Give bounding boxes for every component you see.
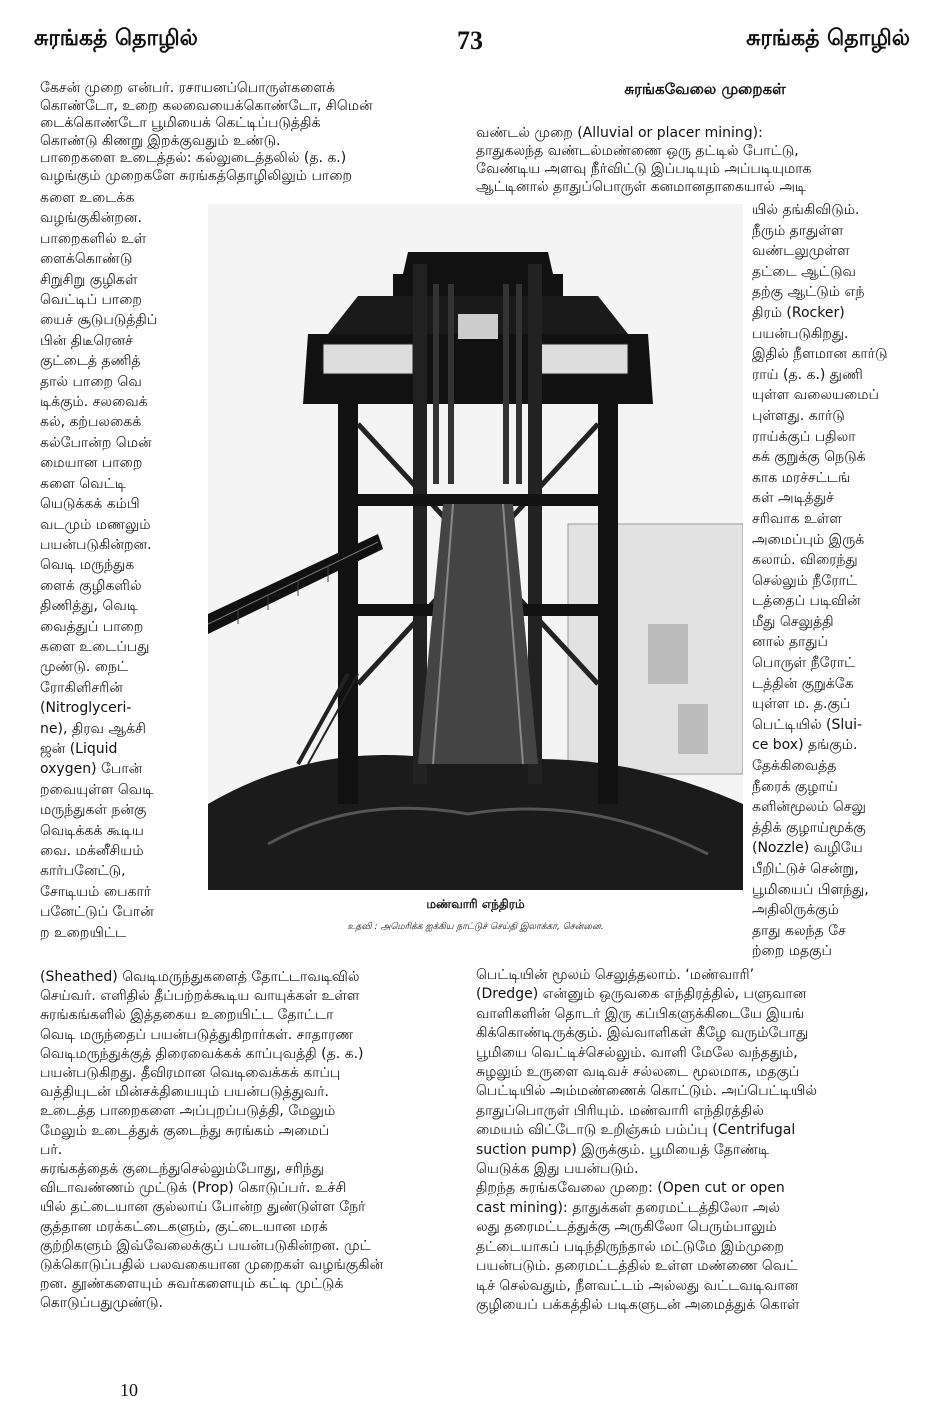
- text-line: திரம் (Rocker): [752, 304, 845, 321]
- text-line: பயன்படும். தரைமட்டத்தில் உள்ள மண்ணை வெட்: [476, 1258, 798, 1275]
- text-line: பாறைகளில் உள்: [40, 230, 147, 247]
- text-line: வெடி மருந்தைப் பயன்படுத்துகிறார்கள். சாதாரண: [40, 1026, 354, 1043]
- text-line: கொண்டு கிணறு இறக்குவதும் உண்டு.: [40, 132, 281, 149]
- text-line: பூமியைப் பிளந்து,: [752, 881, 869, 898]
- text-line: ராய் (த. க.) துணி: [752, 366, 863, 383]
- running-header-left: சுரங்கத் தொழில்: [34, 26, 198, 51]
- text-line: வண்டல் முறை (Alluvial or placer mining):: [476, 125, 763, 141]
- text-line: வடமும் மணலும்: [40, 516, 151, 533]
- text-line: சரிவாக உள்ள: [752, 510, 842, 527]
- text-line: தாதுப்பொருள் பிரியும். மண்வாரி எந்திரத்தில்: [476, 1102, 764, 1119]
- text-line: ஆட்டினால் தாதுப்பொருள் கனமானதாகையால் அடி: [476, 179, 807, 195]
- text-line: களை உடைப்பது: [40, 638, 150, 655]
- text-line: அதிலிருக்கும்: [752, 902, 839, 919]
- text-line: டிச் செல்வதும், நீளவட்டம் அல்லது வட்டவடிவான: [476, 1277, 799, 1294]
- text-line: குழியைப் பக்கத்தில் படிகளுடன் அமைத்துக் கொள்: [476, 1296, 800, 1313]
- text-line: குற்றிகளும் இவ்வேலைக்குப் பயன்படுகின்றன. முட்: [40, 1237, 371, 1254]
- text-line: யுள்ள ம. த.குப்: [752, 696, 851, 713]
- text-line: சுரங்கங்களில் இத்தகைய உறையிட்ட தோட்டா: [40, 1007, 334, 1024]
- text-line: இதில் நீளமான கார்டு: [752, 346, 888, 363]
- text-line: களை வெட்டி: [40, 475, 126, 492]
- text-line: மேலும் உடைத்துக் குடைந்து சுரங்கம் அமைப்: [40, 1122, 330, 1139]
- text-line: ளைக் குழிகளில்: [40, 577, 142, 594]
- text-line: தற்கு ஆட்டும் எந்: [752, 284, 865, 301]
- text-line: யில் தட்டையான குல்லாய் போன்ற துண்டுள்ள நேர்: [40, 1199, 366, 1216]
- text-line: லது தரைமட்டத்துக்கு அருகிலோ பெரும்பாலும்: [476, 1219, 777, 1236]
- text-line: வெடி மருந்துக: [40, 557, 135, 574]
- text-line: சுழலும் உருளை வடிவச் சல்லடை மூலமாக, மதகுப்: [476, 1064, 800, 1081]
- text-line: தட்டையாகப் படிந்திருந்தால் மட்டுமே இம்முறை: [476, 1238, 785, 1255]
- text-line: வெட்டிப் பாறை: [40, 292, 142, 309]
- text-line: கக் குறுக்கு நெடுக்: [752, 449, 866, 466]
- text-line: மையம் விட்டோடு உறிஞ்சும் பம்ப்பு (Centrifugal: [476, 1122, 796, 1139]
- text-line: புள்ளது. கார்டு: [752, 407, 845, 424]
- text-line: டிக்கும். சலவைக்: [40, 394, 148, 411]
- text-line: அமைப்பும் இருக்: [752, 531, 865, 548]
- right-column-narrow-text: [752, 200, 914, 962]
- text-line: வழங்கும் முறைகளே சுரங்கத்தொழிலிலும் பாறை: [40, 167, 353, 184]
- text-line: திறந்த சுரங்கவேலை முறை: (Open cut or open: [476, 1180, 785, 1197]
- text-line: மீது செலுத்தி: [752, 613, 834, 630]
- figure-credit: உதவி : அமெரிக்க ஐக்கிய நாட்டுச் செய்தி இலாக்கா, சென்னை.: [347, 922, 604, 932]
- text-line: வெடிமருந்துக்குத் திரைவைக்கக் காப்புவத்தி (த. க.): [40, 1045, 364, 1062]
- text-line: பர்.: [40, 1141, 63, 1158]
- text-line: குத்தான மரக்கட்டைகளும், குட்டையான மரக்: [40, 1218, 328, 1235]
- text-line: உடைத்த பாறைகளை அப்புறப்படுத்தி, மேலும்: [40, 1103, 336, 1120]
- text-line: பயன்படுகிறது.: [752, 325, 849, 342]
- text-line: பயன்படுகின்றன.: [40, 536, 152, 553]
- left-column-top-text: [40, 80, 465, 185]
- left-column-bottom-text: [40, 968, 472, 1314]
- text-line: ளைக்கொண்டு: [40, 251, 133, 268]
- dredge-photograph: [208, 204, 743, 890]
- text-line: டுக்கொடுப்பதில் பலவகையான முறைகள் வழங்குகின்: [40, 1257, 384, 1274]
- text-line: டைக்கொண்டோ பூமியைக் கெட்டிப்படுத்திக்: [40, 115, 321, 131]
- text-line: பீறிட்டுச் சென்று,: [752, 861, 859, 877]
- page-number-top: 73: [457, 26, 483, 55]
- text-line: செய்வர். எளிதில் தீப்பற்றக்கூடிய வாயுக்கள் உள்ள: [40, 988, 360, 1005]
- text-line: செல்லும் நீரோட்: [752, 572, 858, 589]
- text-line: றன. தூண்களையும் சுவர்களையும் கட்டி முட்டுக்: [40, 1276, 344, 1293]
- running-header-right: சுரங்கத் தொழில்: [746, 26, 910, 51]
- text-line: யெடுக்கக் கம்பி: [40, 496, 140, 513]
- text-line: வத்தியுடன் மின்சக்தியையும் பயன்படுத்துவர்.: [40, 1084, 330, 1101]
- text-line: காக மரச்சட்டங்: [752, 469, 851, 486]
- text-line: கள் அடித்துச்: [752, 490, 834, 507]
- text-line: சிறுசிறு குழிகள்: [40, 271, 138, 288]
- text-line: மையான பாறை: [40, 455, 143, 472]
- text-line: குட்டைத் தணித்: [40, 353, 141, 370]
- text-line: பெட்டியில் (Slui-: [752, 716, 863, 733]
- text-line: பொருள் நீரோட்: [752, 655, 856, 672]
- text-line: ராய்க்குப் பதிலா: [752, 428, 856, 445]
- text-line: யெடுக்க இது பயன்படும்.: [476, 1161, 639, 1178]
- text-line: நீரும் தாதுள்ள: [752, 222, 844, 239]
- text-line: oxygen) போன்: [40, 761, 143, 778]
- text-line: வேண்டிய அளவு நீர்விட்டு இப்படியும் அப்படியுமாக: [476, 161, 812, 177]
- text-line: தாது கலந்த சே: [752, 922, 846, 939]
- text-line: சோடியம் பைகார்: [40, 883, 152, 900]
- right-column-top-text: [476, 124, 912, 196]
- text-line: வெடிக்கக் கூடிய: [40, 822, 144, 839]
- page-footer-number: 10: [120, 1380, 138, 1400]
- text-line: நீரைக் குழாய்: [752, 778, 838, 795]
- text-line: பெட்டியின் மூலம் செலுத்தலாம். ‘மண்வாரி’: [476, 967, 755, 983]
- left-column-narrow-text: [40, 188, 205, 943]
- dredge-illustration: [208, 204, 743, 890]
- text-line: suction pump) இருக்கும். பூமியைத் தோண்டி: [476, 1141, 770, 1158]
- text-line: தாதுகலந்த வண்டல்மண்ணை ஒரு தட்டில் போட்டு,: [476, 143, 799, 159]
- right-column-bottom-text: [476, 966, 912, 1315]
- text-line: கல், கற்பலகைக்: [40, 414, 142, 431]
- text-line: பின் திடீரெனச்: [40, 332, 133, 349]
- text-line: (Dredge) என்னும் ஒருவகை எந்திரத்தில், பளுவான: [476, 986, 807, 1003]
- text-line: மருந்துகள் நன்கு: [40, 802, 147, 819]
- text-line: வை. மக்னீசியம்: [40, 843, 144, 859]
- text-line: (Sheathed) வெடிமருந்துகளைத் தோட்டாவடிவில்: [40, 969, 360, 985]
- text-line: ற்றை மதகுப்: [752, 943, 832, 960]
- text-line: வாளிகளின் தொடர் இரு கப்பிகளுக்கிடையே இயங்: [476, 1005, 805, 1022]
- text-line: யைச் சூடுபடுத்திப்: [40, 312, 158, 329]
- text-line: கலாம். விரைந்து: [752, 552, 858, 569]
- text-line: டத்தின் குறுக்கே: [752, 675, 854, 692]
- text-line: பெட்டியில் அம்மண்ணைக் கொட்டும். அப்பெட்டியில்: [476, 1083, 817, 1100]
- text-line: டத்தைப் படிவின்: [752, 593, 861, 610]
- text-line: முண்டு. நைட்: [40, 659, 129, 676]
- text-line: பனேட்டுப் போன்: [40, 904, 154, 921]
- text-line: ce box) தங்கும்.: [752, 737, 858, 754]
- text-line: கேசன் முறை என்பர். ரசாயனப்பொருள்களைக்: [40, 80, 335, 96]
- text-line: cast mining): தாதுக்கள் தரைமட்டத்திலோ அல்: [476, 1199, 781, 1216]
- text-line: (Nozzle) வழியே: [752, 840, 863, 857]
- text-line: விடாவண்ணம் முட்டுக் (Prop) கொடுப்பர். உச்சி: [40, 1180, 347, 1197]
- section-heading: சுரங்கவேலை முறைகள்: [624, 80, 786, 98]
- text-line: ற உறையிட்ட: [40, 924, 127, 941]
- text-line: கிக்கொண்டிருக்கும். இவ்வாளிகள் கீழே வரும்போது: [476, 1025, 809, 1042]
- text-line: பயன்படுகிறது. தீவிரமான வெடிவைக்கக் காப்பு: [40, 1065, 341, 1082]
- text-line: திணித்து, வெடி: [40, 598, 138, 615]
- text-line: கொண்டோ, உறை கலவையைக்கொண்டோ, சிமென்: [40, 97, 373, 114]
- text-line: சுரங்கத்தைக் குடைந்துசெல்லும்போது, சரிந்து: [40, 1161, 324, 1178]
- text-line: தால் பாறை வெ: [40, 373, 142, 390]
- text-line: பாறைகளை உடைத்தல்: கல்லுடைத்தலில் (த. க.): [40, 150, 347, 166]
- text-line: த்திக் குழாய்மூக்கு: [752, 819, 866, 836]
- text-line: ne), திரவ ஆக்சி: [40, 720, 147, 737]
- text-line: கொடுப்பதுமுண்டு.: [40, 1295, 163, 1312]
- text-line: ரோகிளிசரின்: [40, 679, 123, 696]
- text-line: கார்பனேட்டு,: [40, 863, 126, 880]
- figure-caption: மண்வாரி எந்திரம்: [426, 897, 525, 911]
- text-line: யுள்ள வலையமைப்: [752, 387, 879, 404]
- text-line: தேக்கிவைத்த: [752, 758, 837, 775]
- text-line: வண்டலுமுள்ள: [752, 243, 850, 260]
- text-line: னால் தாதுப்: [752, 634, 828, 651]
- text-line: (Nitroglyceri-: [40, 700, 132, 717]
- text-line: களை உடைக்க: [40, 190, 135, 206]
- text-line: வைத்துப் பாறை: [40, 618, 144, 635]
- text-line: களின்மூலம் செலு: [752, 799, 866, 816]
- text-line: ஜன் (Liquid: [40, 740, 118, 757]
- text-line: தட்டை ஆட்டுவ: [752, 263, 856, 280]
- text-line: கல்போன்ற மென்: [40, 434, 152, 451]
- text-line: றவையுள்ள வெடி: [40, 781, 154, 798]
- text-line: வழங்குகின்றன.: [40, 210, 142, 227]
- text-line: பூமியை வெட்டிச்செல்லும். வாளி மேலே வந்ததும்,: [476, 1044, 798, 1061]
- text-line: யில் தங்கிவிடும்.: [752, 202, 860, 218]
